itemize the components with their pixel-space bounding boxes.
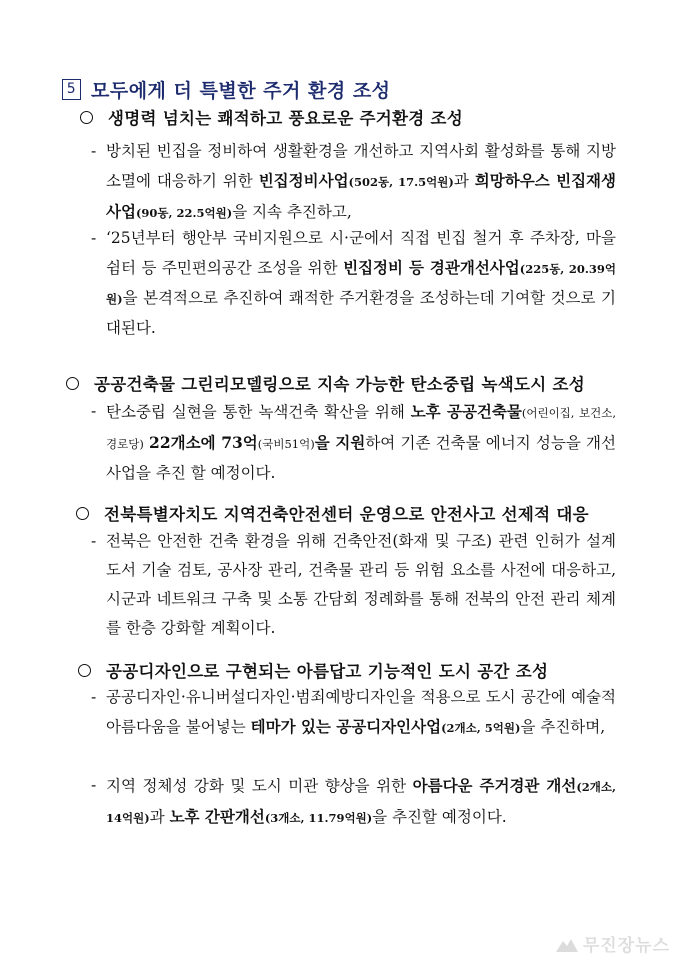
section-title	[78, 658, 548, 682]
section-title-text: 생명력 넘치는 쾌적하고 풍요로운 주거환경 조성	[108, 109, 464, 128]
dash-bullet: -	[91, 532, 97, 550]
bold-text: 테마가 있는 공공디자인사업	[250, 717, 442, 736]
body-text: 을 추진하며,	[520, 718, 606, 736]
body-text: 지역 정체성 강화 및 도시 미관 향상을 위한	[106, 777, 413, 795]
bold-text: 22개소에 73억	[149, 433, 258, 452]
body-text: 공공디자인·유니버설디자인·범죄예방디자인을 적용으로 도시 공간에 예술적 아름다움을 불어넣는	[106, 688, 616, 736]
small-text: (2개소, 14억원)	[106, 780, 616, 825]
dash-bullet: -	[91, 688, 97, 706]
dash-bullet: -	[91, 142, 97, 160]
bold-text: 빈집정비 등 경관개선사업	[343, 258, 520, 277]
small-text: (3개소, 11.79억원)	[264, 811, 373, 825]
body-text: 전북은 안전한 건축 환경을 위해 건축안전(화재 및 구조) 관련 인허가 설계도서 기술 검토, 공사장 관리, 건축물 관리 등 위험 요소를 사전에 대응하고, 시군과 네트워크 구축 및 소통 간담회 정례화를 통해 전북의 안전 관리 체계를 한층 강화할 계획이다.	[106, 532, 616, 637]
section-title-text: 전북특별자치도 지역건축안전센터 운영으로 안전사고 선제적 대응	[104, 505, 589, 524]
heading-title: 모두에게 더 특별한 주거 환경 조성	[91, 80, 391, 102]
bold-text: 빈집정비사업	[258, 171, 349, 190]
section-title	[76, 501, 589, 525]
body-text: 과	[453, 172, 475, 190]
circle-bullet-icon	[78, 664, 91, 677]
bullet-paragraph	[91, 683, 616, 743]
section-title	[80, 105, 463, 129]
circle-bullet-icon	[66, 377, 79, 390]
body-text: 하여 기존 건축물 에너지 성능을 개선 사업을 추진 할 예정이다.	[106, 434, 616, 482]
watermark	[555, 931, 670, 956]
body-text: 과	[149, 808, 170, 826]
circle-bullet-icon	[76, 507, 89, 520]
small-text: (국비51억)	[257, 437, 315, 451]
bullet-paragraph	[91, 224, 617, 343]
watermark-text: 무진장뉴스	[582, 936, 670, 956]
small-text: (502동, 17.5억원)	[348, 175, 454, 189]
circle-bullet-icon	[80, 111, 93, 124]
bullet-paragraph	[91, 527, 616, 643]
body-text: 방치된 빈집을 정비하여 생활환경을 개선하고 지역사회 활성화를 통해 지방소멸에 대응하기 위한	[106, 142, 616, 190]
section-title-text: 공공디자인으로 구현되는 아름답고 기능적인 도시 공간 조성	[106, 662, 549, 681]
bold-text: 노후 공공건축물	[410, 402, 522, 421]
body-text: 을 본격적으로 추진하여 쾌적한 주거환경을 조성하는데 기여할 것으로 기대된다.	[106, 289, 616, 337]
dash-bullet: -	[91, 402, 97, 420]
small-text: (225동, 20.39억원)	[106, 262, 617, 306]
body-text: 을 지속 추진하고,	[232, 203, 352, 221]
section-title-text: 공공건축물 그린리모델링으로 지속 가능한 탄소중립 녹색도시 조성	[94, 375, 585, 394]
small-text: (어린이집, 보건소, 경로당)	[106, 406, 617, 451]
bullet-paragraph	[91, 137, 617, 228]
section-title	[66, 371, 585, 395]
body-text: 탄소중립 실현을 통한 녹색건축 확산을 위해	[106, 403, 411, 421]
small-text: (90동, 22.5억원)	[135, 206, 233, 220]
dash-bullet: -	[91, 229, 97, 247]
bold-text: 노후 간판개선	[169, 807, 265, 826]
heading-number-box: 5	[62, 79, 81, 100]
mountain-logo-icon	[555, 935, 579, 953]
small-text: (2개소, 5억원)	[441, 721, 521, 735]
bullet-paragraph	[91, 771, 616, 833]
body-text: ‘25년부터 행안부 국비지원으로 시·군에서 직접 빈집 철거 후 주차장, 마을쉼터 등 주민편의공간 조성을 위한	[106, 229, 616, 277]
bold-text: 을 지원	[314, 433, 366, 452]
dash-bullet: -	[91, 776, 97, 794]
bullet-paragraph	[91, 397, 617, 488]
bold-text: 아름다운 주거경관 개선	[412, 776, 577, 795]
body-text: 을 추진할 예정이다.	[372, 808, 507, 826]
section-heading	[62, 76, 391, 103]
bold-text: 희망하우스 빈집재생사업	[106, 171, 617, 221]
